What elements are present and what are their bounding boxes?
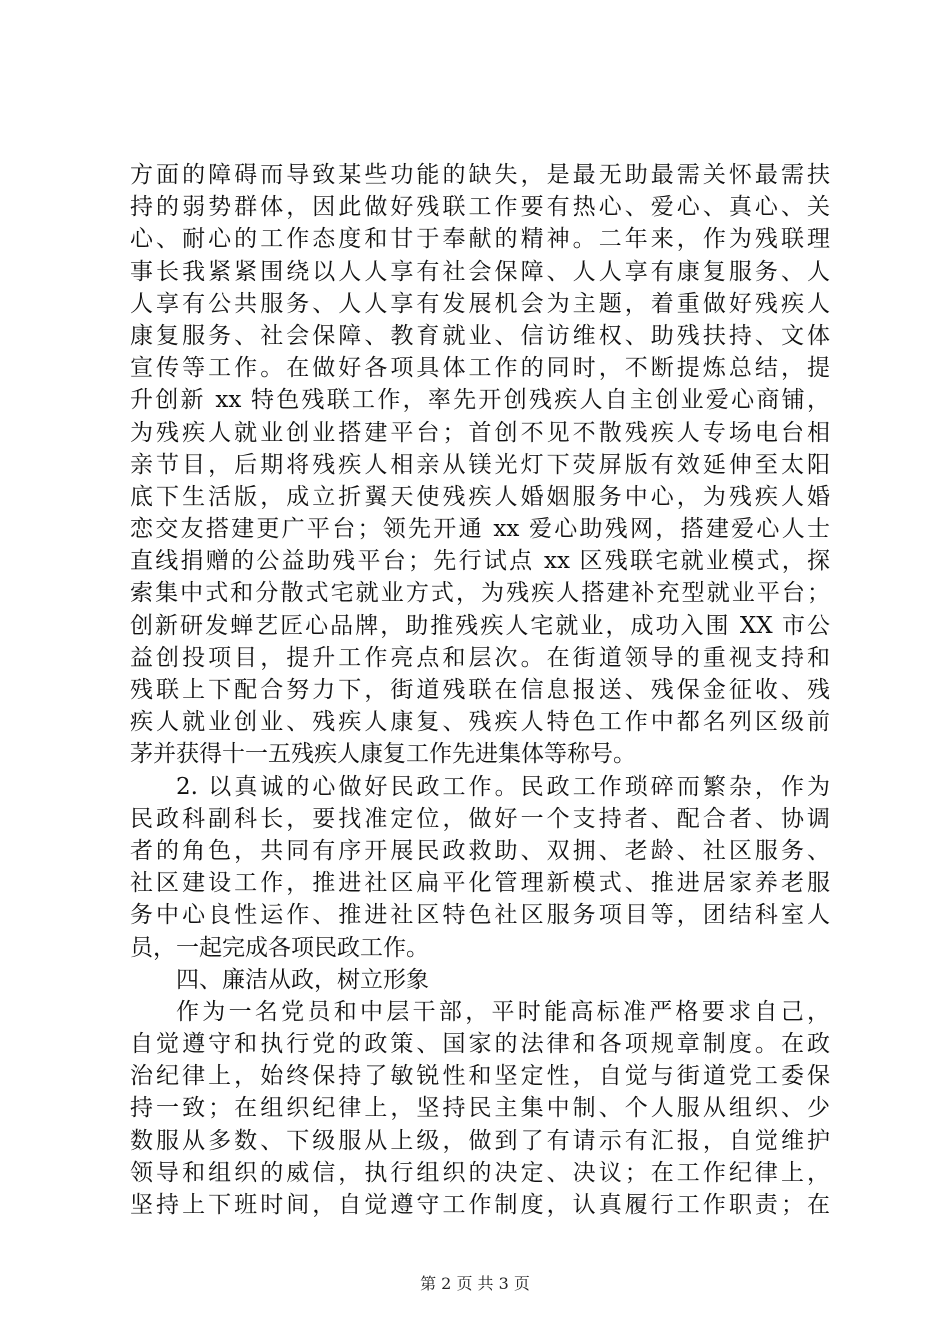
text-line: 疾人就业创业、残疾人康复、残疾人特色工作中都名列区级前 <box>130 709 830 736</box>
text-line: 残联上下配合努力下，街道残联在信息报送、残保金征收、残 <box>130 677 830 703</box>
text-line: 民政科副科长，要找准定位，做好一个支持者、配合者、协调 <box>130 805 830 832</box>
text-line: 数服从多数、下级服从上级，做到了有请示有汇报，自觉维护 <box>130 1127 830 1154</box>
text-line: 索集中式和分散式宅就业方式，为残疾人搭建补充型就业平台； <box>130 580 830 607</box>
page-footer <box>0 1271 950 1294</box>
text-line: 人享有公共服务、人人享有发展机会为主题，着重做好残疾人 <box>130 290 830 317</box>
text-line: 方面的障碍而导致某些功能的缺失，是最无助最需关怀最需扶 <box>130 162 830 188</box>
text-line: 事长我紧紧围绕以人人享有社会保障、人人享有康复服务、人 <box>130 258 830 285</box>
text-line: 心、耐心的工作态度和甘于奉献的精神。二年来，作为残联理 <box>130 226 830 253</box>
text-line: 持一致；在组织纪律上，坚持民主集中制、个人服从组织、少 <box>130 1095 830 1122</box>
text-line: 康复服务、社会保障、教育就业、信访维权、助残扶持、文体 <box>130 322 830 349</box>
text-line: 为残疾人就业创业搭建平台；首创不见不散残疾人专场电台相 <box>130 419 830 446</box>
text-line: 茅并获得十一五残疾人康复工作先进集体等称号。 <box>130 741 636 768</box>
text-line: 宣传等工作。在做好各项具体工作的同时，不断提炼总结，提 <box>130 355 830 382</box>
text-line: 社区建设工作，推进社区扁平化管理新模式、推进居家养老服 <box>130 870 830 897</box>
text-line: 升创新 xx 特色残联工作，率先开创残疾人自主创业爱心商铺， <box>130 387 830 414</box>
text-line: 持的弱势群体，因此做好残联工作要有热心、爱心、真心、关 <box>130 194 830 221</box>
page-number-label: 第 2 页 共 3 页 <box>420 1274 530 1293</box>
text-line: 坚持上下班时间，自觉遵守工作制度，认真履行工作职责；在 <box>130 1192 830 1218</box>
text-line: 自觉遵守和执行党的政策、国家的法律和各项规章制度。在政 <box>130 1031 830 1058</box>
text-line: 直线捐赠的公益助残平台；先行试点 xx 区残联宅就业模式，探 <box>130 548 830 575</box>
text-line: 员，一起完成各项民政工作。 <box>130 934 429 961</box>
text-line: 作为一名党员和中层干部，平时能高标准严格要求自己， <box>176 998 830 1025</box>
text-line: 2. 以真诚的心做好民政工作。民政工作琐碎而繁杂，作为 <box>176 773 830 800</box>
text-line: 创新研发蝉艺匠心品牌，助推残疾人宅就业，成功入围 XX 市公 <box>130 612 830 639</box>
text-line: 底下生活版，成立折翼天使残疾人婚姻服务中心，为残疾人婚 <box>130 483 830 510</box>
text-line: 益创投项目，提升工作亮点和层次。在街道领导的重视支持和 <box>130 644 830 671</box>
text-line: 务中心良性运作、推进社区特色社区服务项目等，团结科室人 <box>130 902 830 929</box>
text-line: 者的角色，共同有序开展民政救助、双拥、老龄、社区服务、 <box>130 837 830 864</box>
text-line: 领导和组织的威信，执行组织的决定、决议；在工作纪律上， <box>130 1159 830 1186</box>
text-line: 亲节目，后期将残疾人相亲从镁光灯下荧屏版有效延伸至太阳 <box>130 451 830 478</box>
text-line: 治纪律上，始终保持了敏锐性和坚定性，自觉与街道党工委保 <box>130 1063 830 1090</box>
text-line: 四、廉洁从政，树立形象 <box>176 966 429 993</box>
text-line: 恋交友搭建更广平台；领先开通 xx 爱心助残网，搭建爱心人士 <box>130 516 830 543</box>
document-body <box>130 159 830 1221</box>
